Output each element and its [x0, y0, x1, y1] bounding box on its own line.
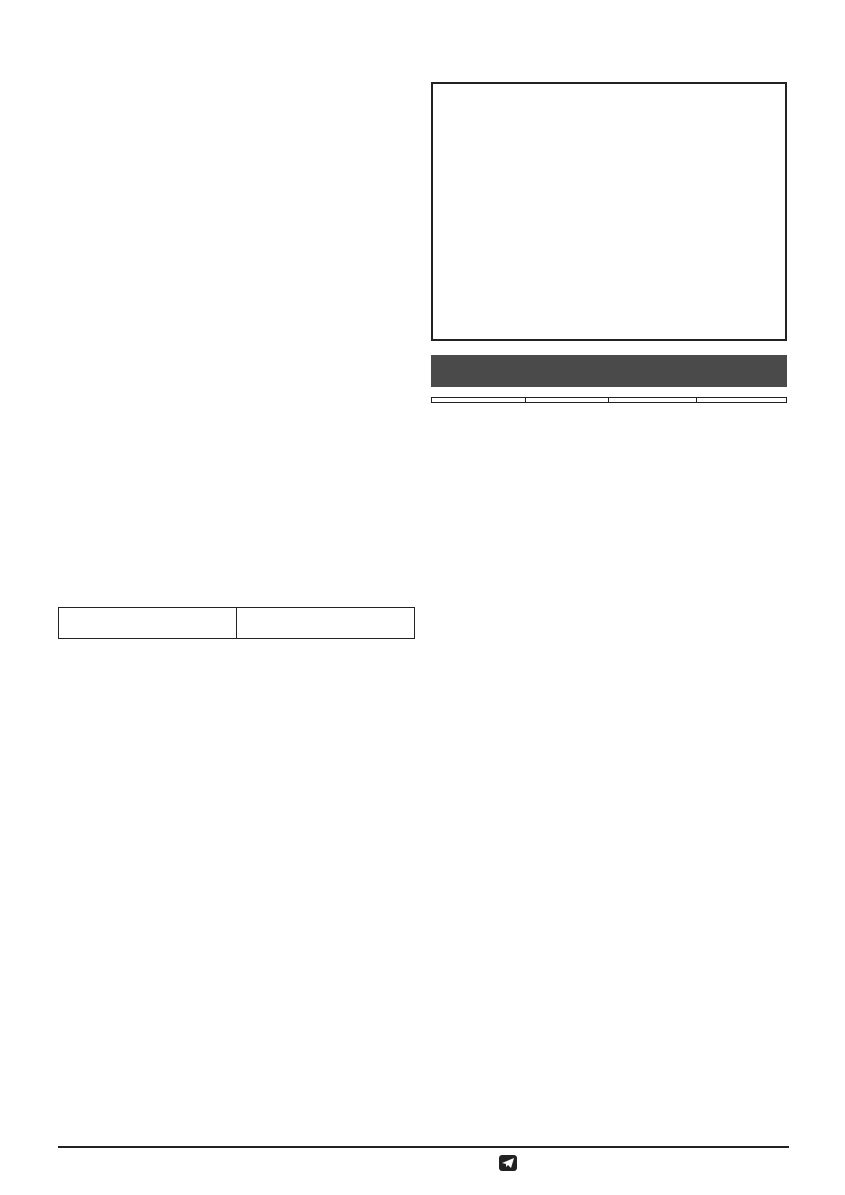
- learning-levels-table: [58, 607, 415, 639]
- table-header: [432, 398, 526, 403]
- table-header: [609, 398, 697, 403]
- footer-rule: [58, 1146, 789, 1148]
- learning-hierarchy-pyramid: [126, 898, 346, 1128]
- table-header: [237, 608, 415, 639]
- footer-social: [482, 1155, 522, 1171]
- classroom-use-box: [431, 82, 787, 341]
- table-header: [525, 398, 609, 403]
- table-header: [697, 398, 787, 403]
- telegram-icon: [499, 1155, 517, 1171]
- comparison-table: [431, 397, 787, 403]
- section-banner: [431, 355, 787, 387]
- table-header: [59, 608, 237, 639]
